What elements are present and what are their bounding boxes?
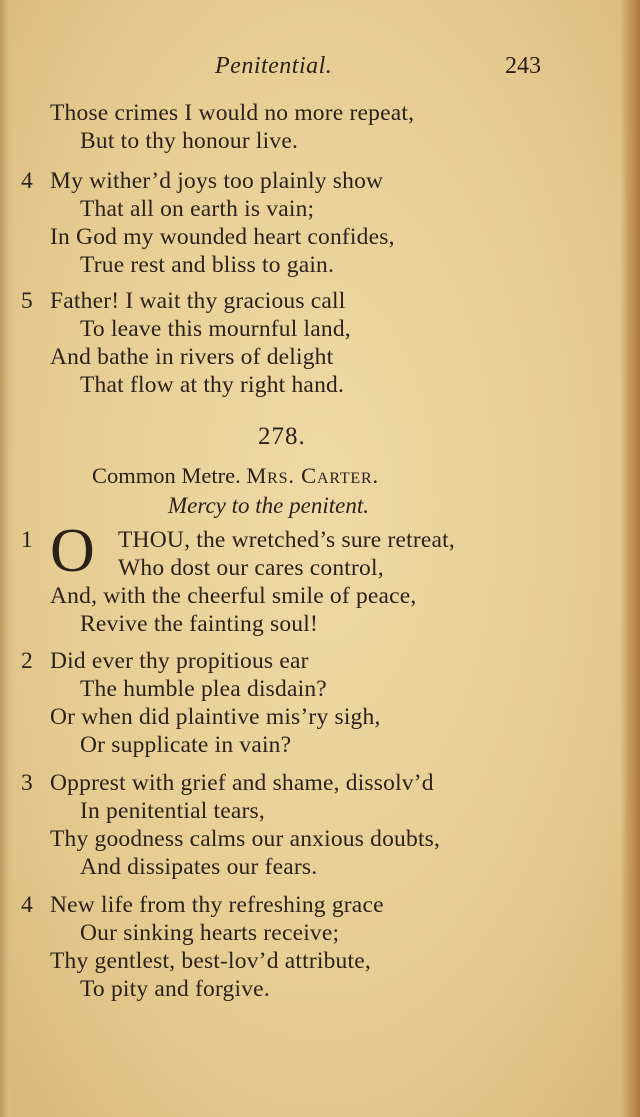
verse-line: Revive the fainting soul! [80,611,318,637]
verse-line: Our sinking hearts receive; [80,920,340,946]
verse-line: That all on earth is vain; [80,196,315,222]
verse-line: Those crimes I would no more repeat, [50,100,415,126]
drop-cap: O [50,517,95,585]
verse-line: But to thy honour live. [80,128,299,154]
verse-line: Or supplicate in vain? [80,732,292,758]
verse-line: That flow at thy right hand. [80,372,345,398]
verse-line: THOU, the wretched’s sure retreat, [118,527,455,553]
verse-line: True rest and bliss to gain. [80,252,335,278]
hymn-number: 278. [258,423,306,450]
verse-line: In God my wounded heart confides, [50,224,395,250]
verse-line: Thy gentlest, best-lov’d attribute, [50,948,371,974]
hymn-meter: Common Metre. [92,463,241,488]
running-head-title: Penitential. [215,53,333,79]
verse-number: 5 [21,288,33,314]
verse-number: 4 [21,892,33,918]
hymn-subtitle: Mercy to the penitent. [168,493,369,518]
verse-line: To leave this mournful land, [80,316,351,342]
verse-line: New life from thy refreshing grace [50,892,384,918]
verse-line: Or when did plaintive mis’ry sigh, [50,704,381,730]
verse-line: In penitential tears, [80,798,265,824]
verse-number: 1 [21,527,33,553]
verse-number: 2 [21,648,33,674]
verse-line: To pity and forgive. [80,976,270,1002]
verse-number: 3 [21,770,33,796]
verse-line: Father! I wait thy gracious call [50,288,346,314]
page-number: 243 [505,53,541,79]
verse-line: The humble plea disdain? [80,676,327,702]
verse-line: Did ever thy propitious ear [50,648,309,674]
verse-number: 4 [21,168,33,194]
page-edge-right [620,0,640,1117]
verse-line: Thy goodness calms our anxious doubts, [50,826,441,852]
hymn-author: Mrs. Carter. [246,463,379,488]
verse-line: And dissipates our fears. [80,854,318,880]
verse-line: My wither’d joys too plainly show [50,168,384,194]
verse-line: And, with the cheerful smile of peace, [50,583,417,609]
verse-line: And bathe in rivers of delight [50,344,334,370]
hymn-meter-line [92,463,379,489]
verse-line: Who dost our cares control, [118,555,384,581]
page-edge-left [0,0,14,1117]
verse-line: Opprest with grief and shame, dissolv’d [50,770,434,796]
